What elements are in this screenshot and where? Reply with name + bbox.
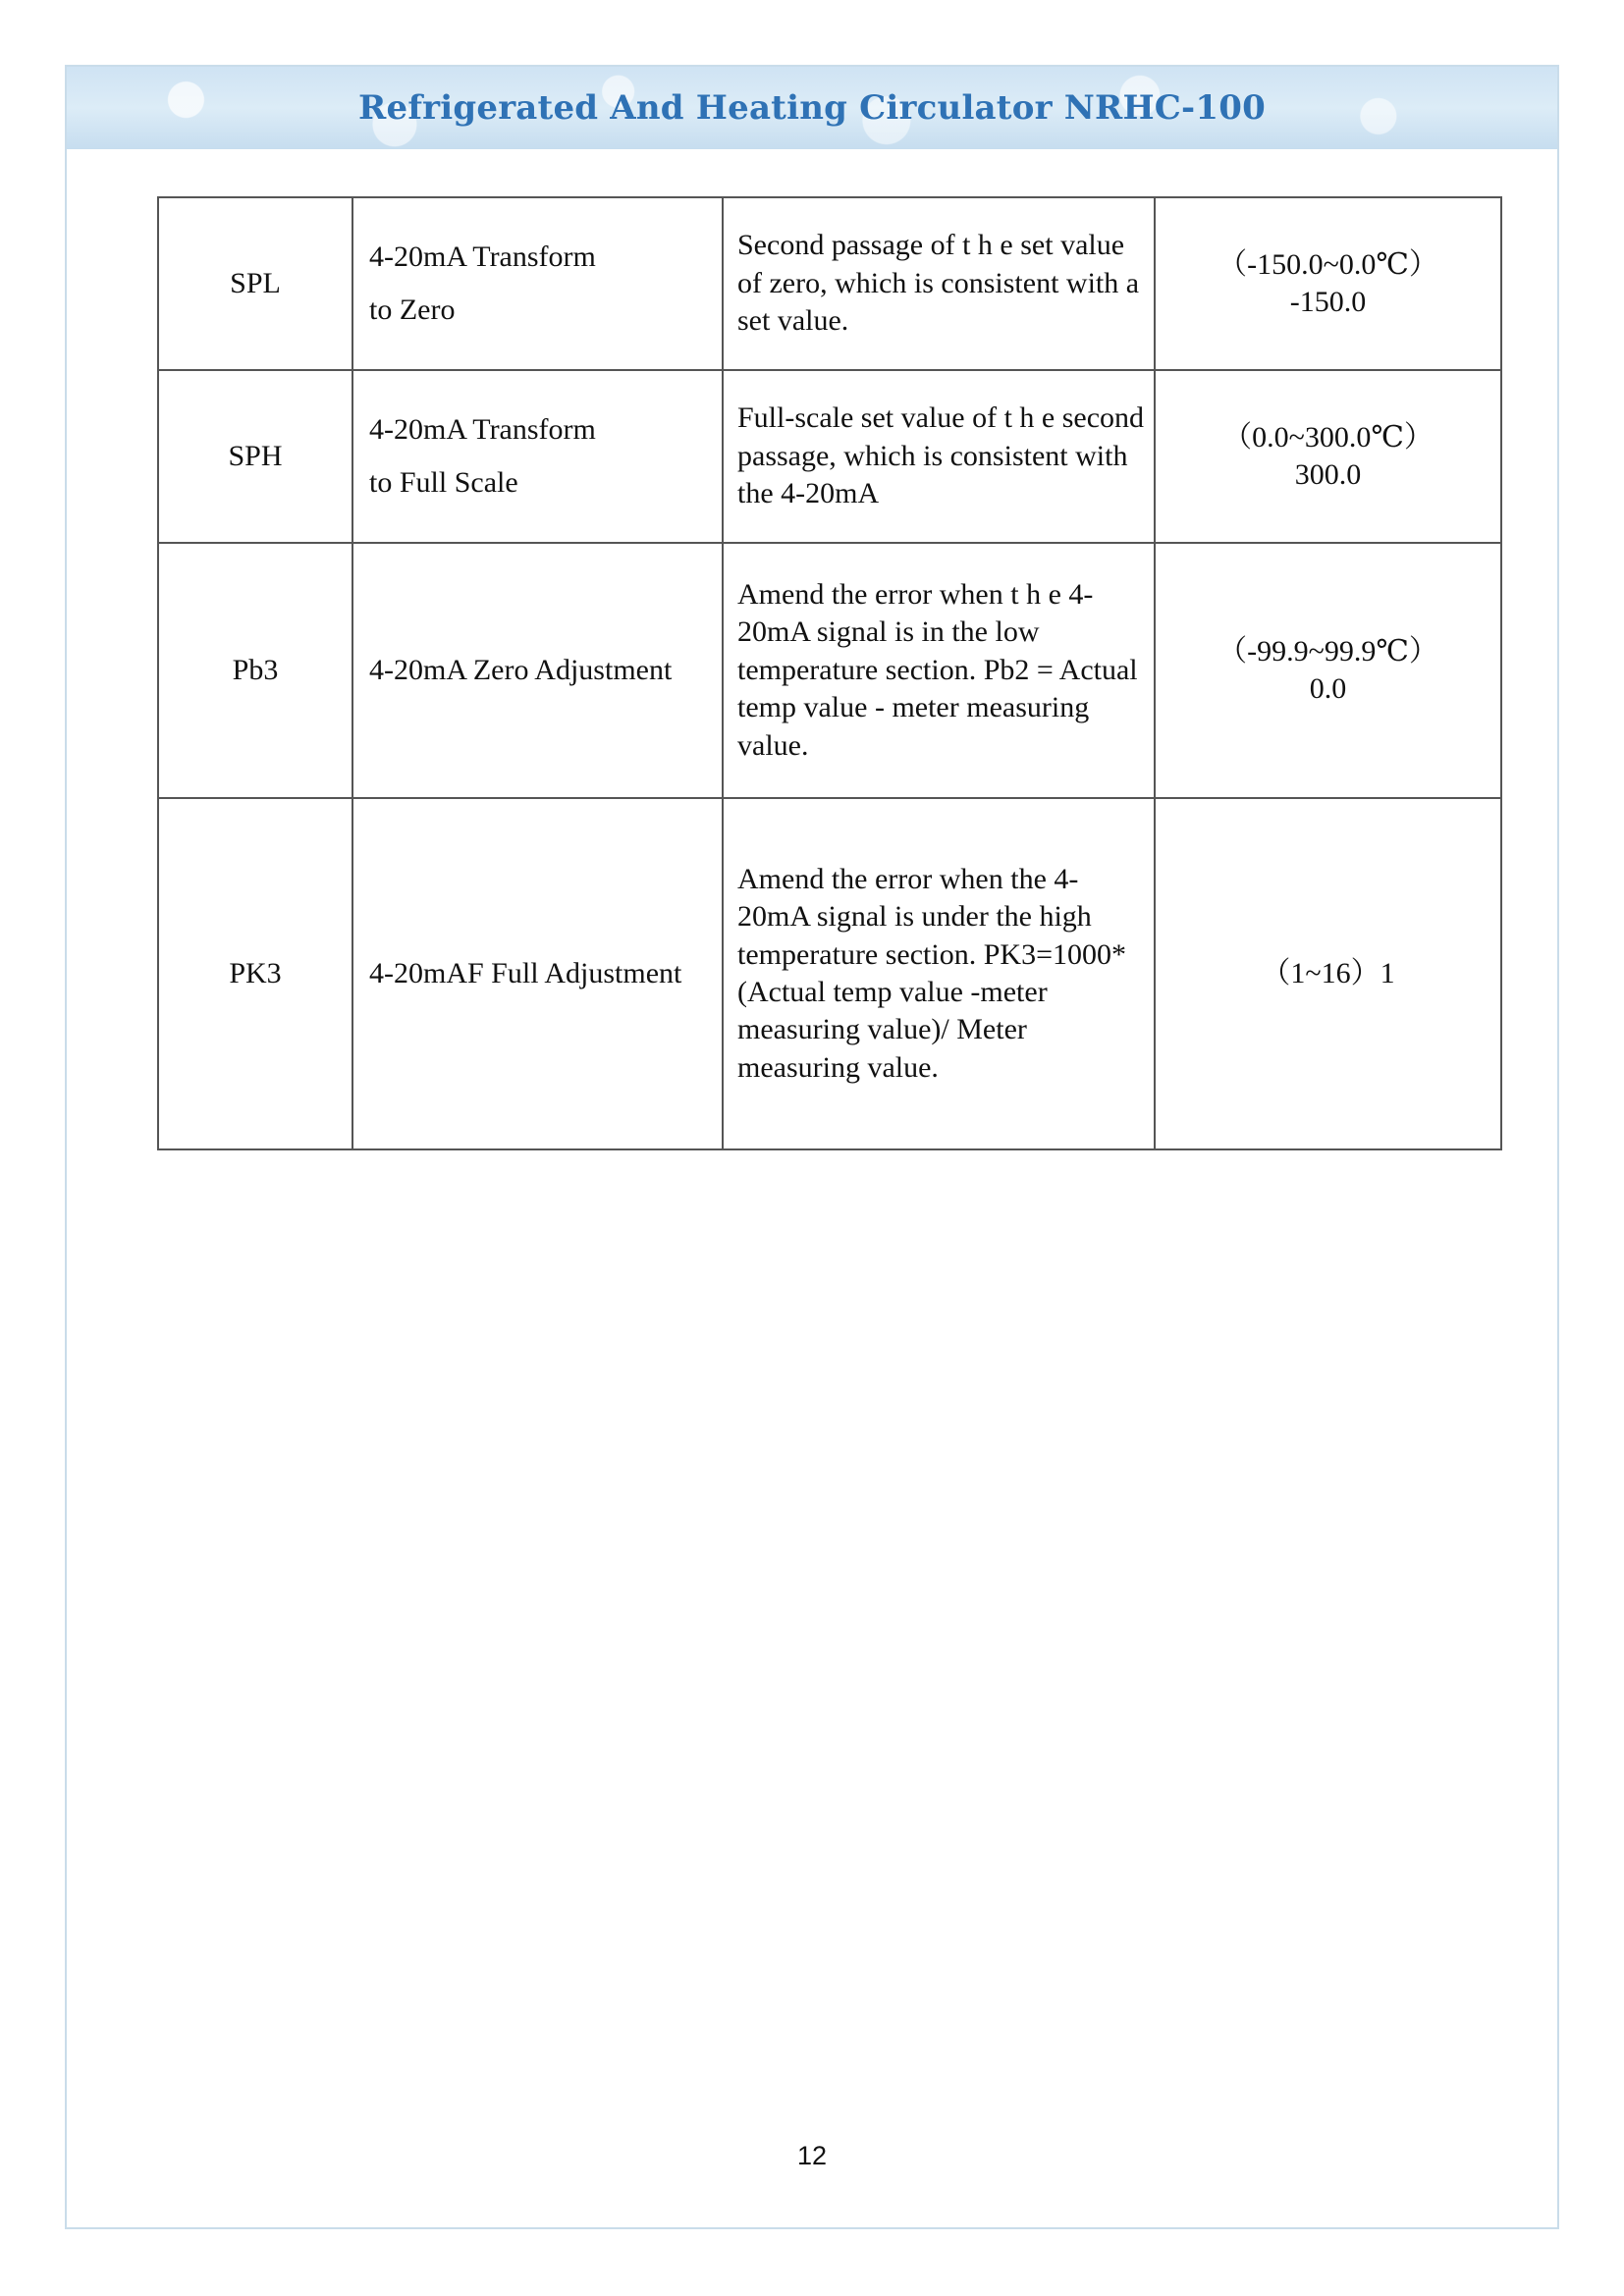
document-header [67, 67, 1557, 149]
document-title: Refrigerated And Heating Circulator NRHC-100 [358, 88, 1266, 128]
param-name-cell [352, 197, 723, 370]
param-range-cell [1155, 370, 1501, 543]
param-default: 300.0 [1294, 458, 1362, 491]
param-name-cell [352, 543, 723, 798]
param-description-cell [723, 197, 1155, 370]
param-range-cell [1155, 543, 1501, 798]
param-name-line: to Zero [369, 294, 456, 326]
param-description: Amend the error when t h e 4-20mA signal is in the low temperature section. Pb2 = Actual temp value - meter measuring value. [737, 578, 1138, 762]
param-range: （1~16）1 [1261, 956, 1395, 989]
table-row [158, 543, 1501, 798]
param-code: PK3 [229, 956, 282, 989]
table-row [158, 798, 1501, 1149]
param-name-line: 4-20mA Transform [369, 240, 596, 273]
param-description-cell [723, 798, 1155, 1149]
param-name-line: 4-20mA Zero Adjustment [369, 653, 673, 686]
param-description: Full-scale set value of t h e second passage, which is consistent with the 4-20mA [737, 401, 1145, 510]
param-description-cell [723, 370, 1155, 543]
table-row [158, 197, 1501, 370]
param-code: SPL [230, 266, 281, 299]
param-default: 0.0 [1309, 672, 1347, 705]
param-name-line: to Full Scale [369, 466, 518, 499]
param-name-line: 4-20mA Transform [369, 412, 596, 446]
param-description: Amend the error when the 4-20mA signal is under the high temperature section. PK3=1000* (Actual temp value -meter measuring value)/ Meter measuring value. [737, 862, 1126, 1084]
page-number: 12 [796, 2141, 828, 2170]
param-code-cell [158, 197, 352, 370]
param-code-cell [158, 798, 352, 1149]
param-range: （0.0~300.0℃） [1222, 420, 1434, 454]
param-code: SPH [228, 439, 283, 472]
param-range: （-99.9~99.9℃） [1218, 634, 1438, 667]
param-range-cell [1155, 798, 1501, 1149]
param-name-cell [352, 798, 723, 1149]
parameter-table [157, 196, 1502, 1150]
param-default: -150.0 [1289, 286, 1367, 318]
param-code: Pb3 [232, 653, 279, 686]
param-description: Second passage of t h e set value of zero, which is consistent with a set value. [737, 229, 1140, 338]
param-range-cell [1155, 197, 1501, 370]
table-row [158, 370, 1501, 543]
param-code-cell [158, 543, 352, 798]
param-name-cell [352, 370, 723, 543]
param-range: （-150.0~0.0℃） [1218, 247, 1438, 281]
param-code-cell [158, 370, 352, 543]
param-description-cell [723, 543, 1155, 798]
param-name-line: 4-20mAF Full Adjustment [369, 956, 682, 989]
